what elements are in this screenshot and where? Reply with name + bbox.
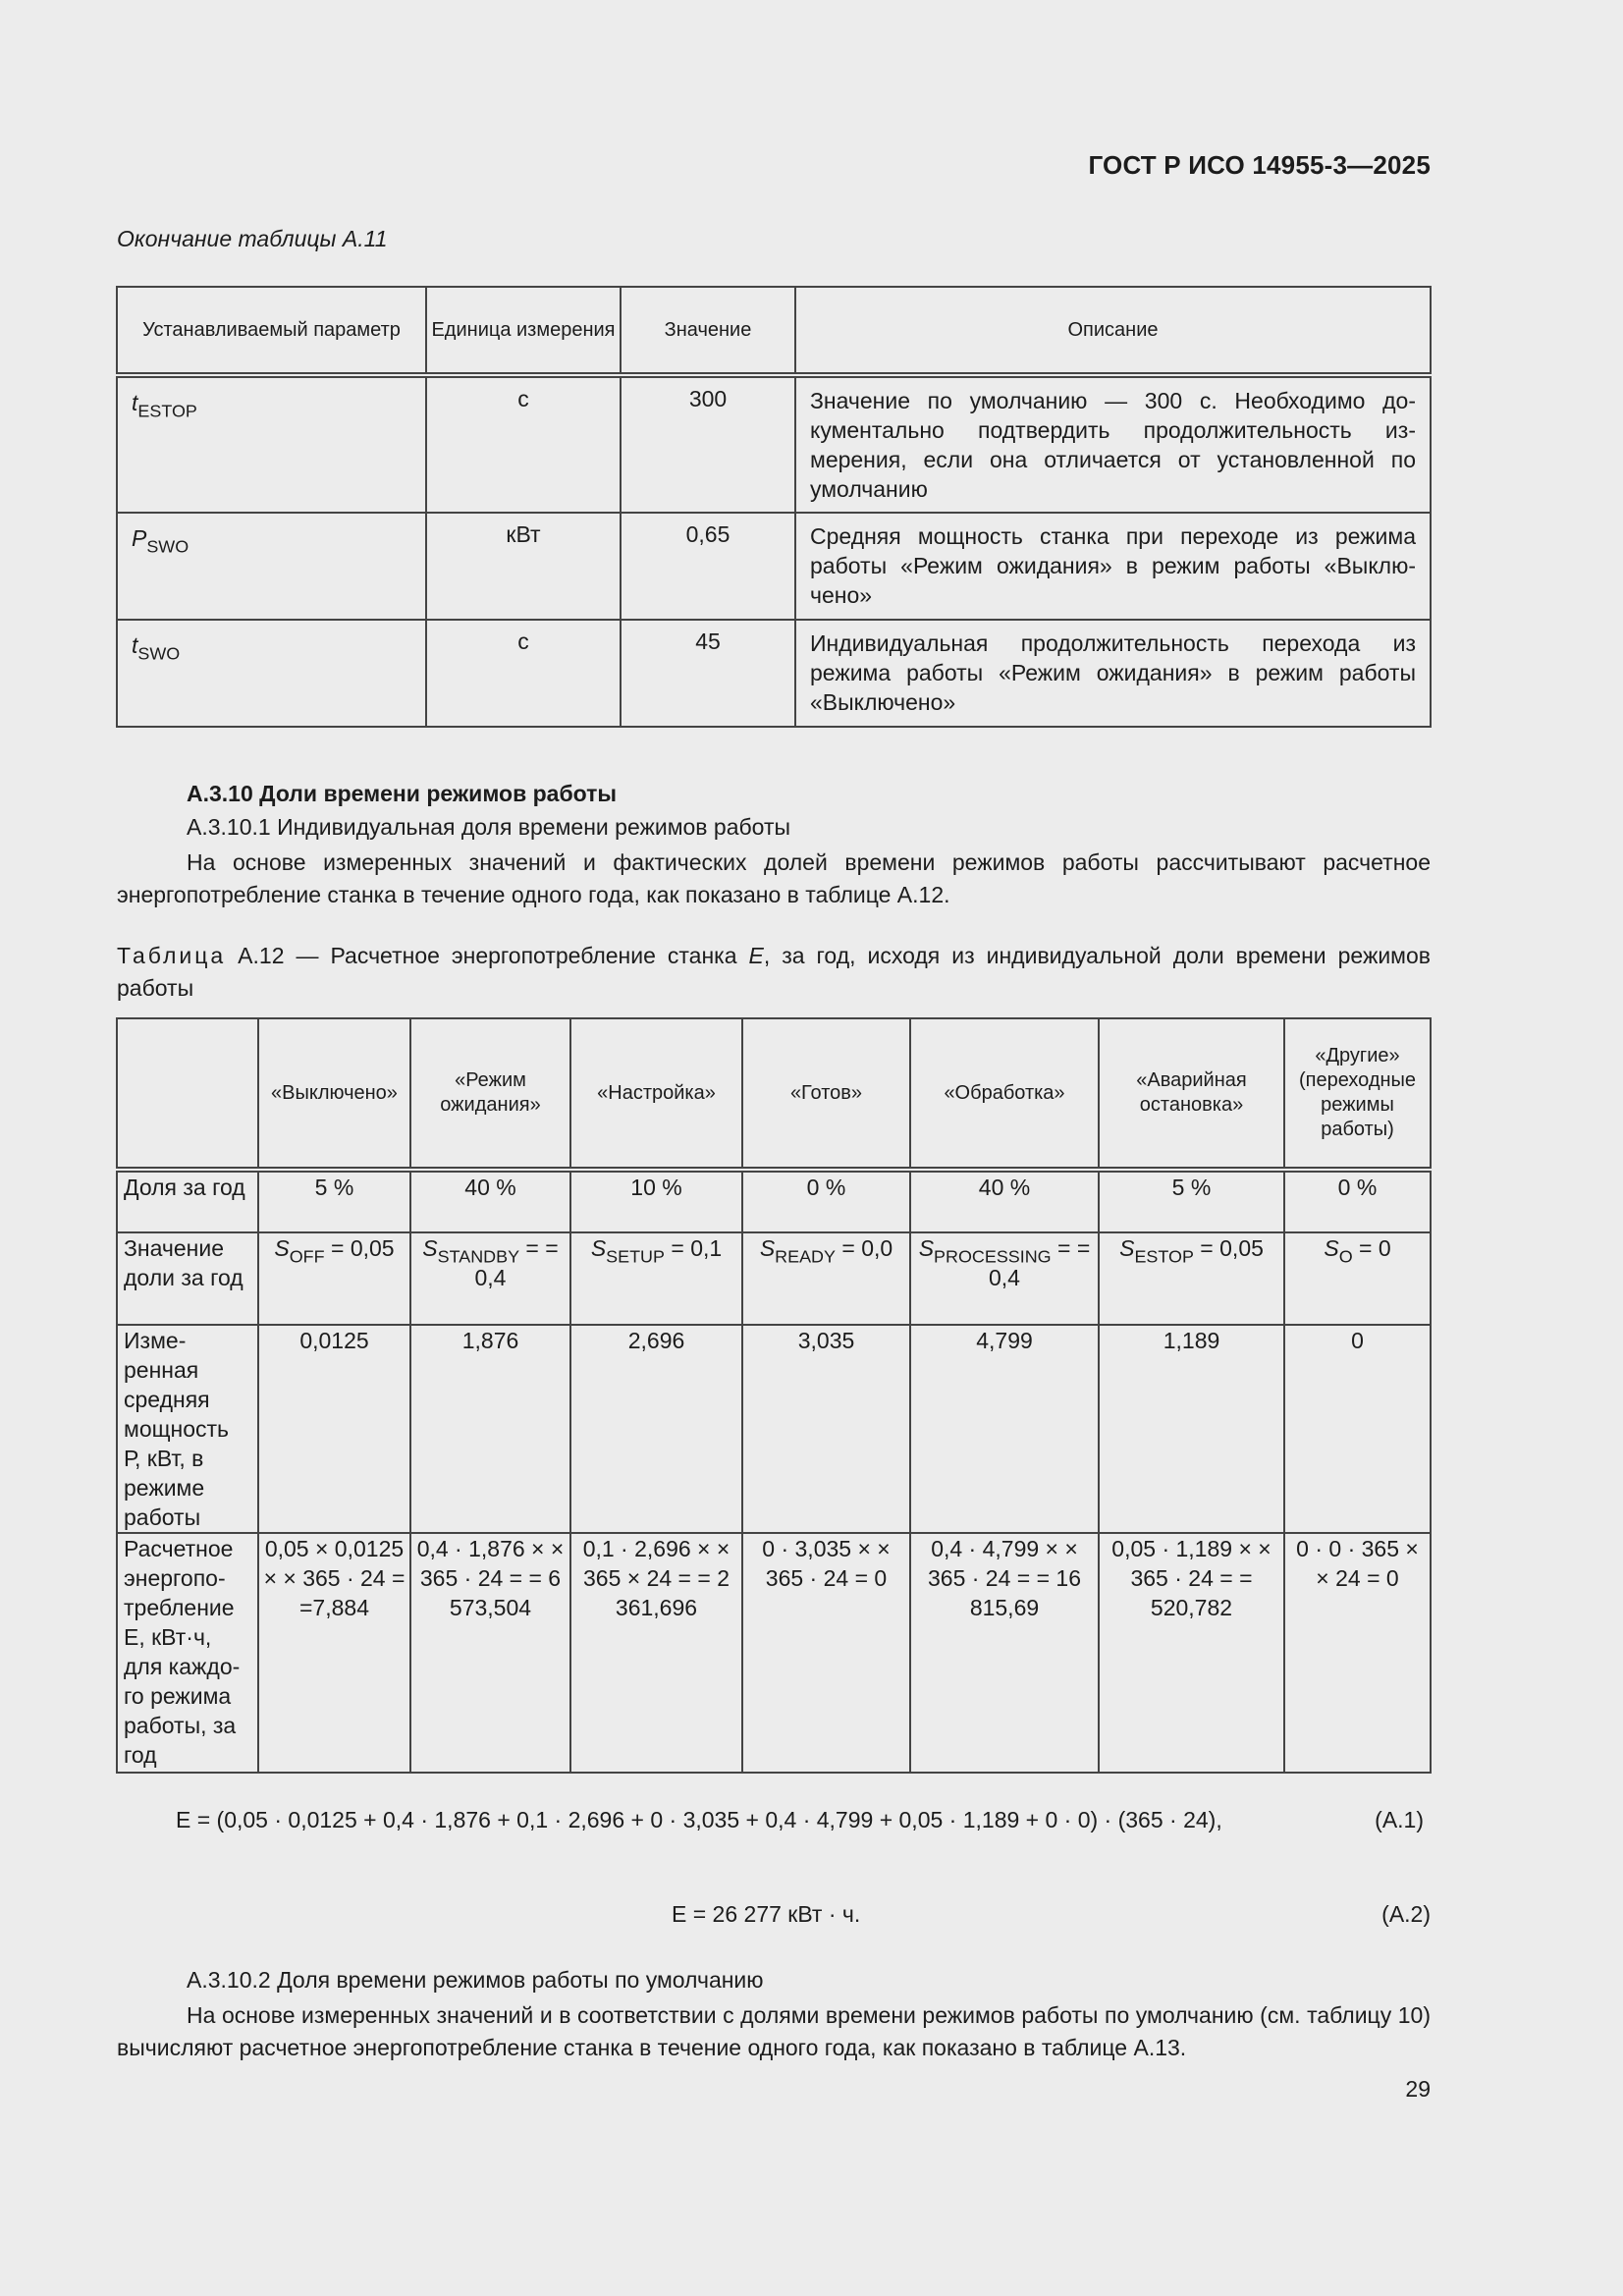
table-row bbox=[117, 620, 1431, 727]
table-row bbox=[117, 375, 1431, 513]
energy-cell: 0,05 × 0,0125 × × 365 · 24 = =7,884 bbox=[258, 1533, 410, 1773]
energy-cell: 0,4 · 4,799 × × 365 · 24 = = 16 815,69 bbox=[910, 1533, 1099, 1773]
energy-cell: 0,1 · 2,696 × × 365 × 24 = = 2 361,696 bbox=[570, 1533, 742, 1773]
description-cell: Средняя мощность станка при переходе из режима работы «Режим ожидания» в режим работы «Выключено» bbox=[795, 513, 1431, 620]
share-value: = 0,0 bbox=[835, 1235, 893, 1261]
paragraph: На основе измеренных значений и фактических долей времени режимов работы рассчитывают расчетное энергопотребление станка в течение одного года, как показано в таблице А.12. bbox=[117, 849, 1431, 907]
param-symbol: t bbox=[132, 390, 138, 415]
power-cell: 1,189 bbox=[1099, 1325, 1284, 1533]
header-cell: Значение bbox=[621, 287, 795, 375]
description-cell: Значение по умолчанию — 300 с. Необходимо документально подтвердить продолжительность измерения, если она отличается от установленной по умолчанию bbox=[795, 375, 1431, 513]
share-symbol-cell bbox=[258, 1232, 410, 1325]
energy-cell: 0 · 0 · 365 × × 24 = 0 bbox=[1284, 1533, 1431, 1773]
header-cell: Устанавливаемый параметр bbox=[117, 287, 426, 375]
share-cell: 5 % bbox=[258, 1170, 410, 1232]
share-value: = 0,05 bbox=[324, 1235, 395, 1261]
table-row bbox=[117, 1232, 1431, 1325]
share-symbol: S bbox=[918, 1235, 935, 1261]
table-header-row bbox=[117, 1018, 1431, 1170]
table-caption bbox=[117, 940, 1431, 1005]
share-cell: 40 % bbox=[910, 1170, 1099, 1232]
unit-cell: с bbox=[426, 375, 621, 513]
table-a12 bbox=[116, 1017, 1432, 1774]
caption-prefix: Таблица bbox=[117, 943, 227, 968]
share-value: = = 0,4 bbox=[989, 1235, 1091, 1290]
share-symbol: S bbox=[1119, 1235, 1135, 1261]
share-subscript: READY bbox=[775, 1246, 836, 1267]
power-cell: 2,696 bbox=[570, 1325, 742, 1533]
share-subscript: STANDBY bbox=[437, 1246, 520, 1267]
power-cell: 0 bbox=[1284, 1325, 1431, 1533]
table-continuation-label: Окончание таблицы А.11 bbox=[117, 226, 388, 251]
share-cell: 5 % bbox=[1099, 1170, 1284, 1232]
energy-cell: 0,05 · 1,189 × × 365 · 24 = = 520,782 bbox=[1099, 1533, 1284, 1773]
formula-a1-number: (А.1) bbox=[1375, 1807, 1424, 1832]
unit-cell: кВт bbox=[426, 513, 621, 620]
header-cell: «Режим ожидания» bbox=[410, 1018, 570, 1170]
share-subscript: PROCESSING bbox=[934, 1246, 1052, 1267]
share-cell: 10 % bbox=[570, 1170, 742, 1232]
header-cell: «Готов» bbox=[742, 1018, 910, 1170]
value-cell: 300 bbox=[621, 375, 795, 513]
header-cell: «Другие» (переходные режимы работы) bbox=[1284, 1018, 1431, 1170]
share-symbol: S bbox=[422, 1235, 438, 1261]
header-cell: «Аварийная остановка» bbox=[1099, 1018, 1284, 1170]
param-cell bbox=[117, 620, 426, 727]
value-cell: 45 bbox=[621, 620, 795, 727]
document-header: ГОСТ Р ИСО 14955-3—2025 bbox=[1088, 150, 1431, 180]
param-symbol: P bbox=[132, 525, 147, 551]
param-cell bbox=[117, 375, 426, 513]
row-label: Значение доли за год bbox=[117, 1232, 258, 1325]
subsection-heading: А.3.10.2 Доля времени режимов работы по умолчанию bbox=[187, 1967, 764, 1993]
header-cell: «Обработка» bbox=[910, 1018, 1099, 1170]
share-subscript: SETUP bbox=[606, 1246, 665, 1267]
header-cell: «Настройка» bbox=[570, 1018, 742, 1170]
table-row bbox=[117, 1170, 1431, 1232]
table-row bbox=[117, 513, 1431, 620]
param-symbol: t bbox=[132, 632, 138, 658]
energy-cell: 0,4 · 1,876 × × 365 · 24 = = 6 573,504 bbox=[410, 1533, 570, 1773]
power-cell: 3,035 bbox=[742, 1325, 910, 1533]
page-number: 29 bbox=[1405, 2076, 1431, 2102]
power-cell: 4,799 bbox=[910, 1325, 1099, 1533]
subsection-heading: А.3.10.1 Индивидуальная доля времени режимов работы bbox=[187, 814, 791, 840]
share-symbol-cell bbox=[1099, 1232, 1284, 1325]
share-symbol-cell bbox=[742, 1232, 910, 1325]
share-subscript: OFF bbox=[289, 1246, 325, 1267]
section-heading: А.3.10 Доли времени режимов работы bbox=[187, 781, 618, 806]
table-row bbox=[117, 1325, 1431, 1533]
share-value: = 0 bbox=[1352, 1235, 1391, 1261]
power-cell: 0,0125 bbox=[258, 1325, 410, 1533]
share-symbol-cell bbox=[1284, 1232, 1431, 1325]
share-symbol: S bbox=[590, 1235, 607, 1261]
header-cell-empty bbox=[117, 1018, 258, 1170]
share-symbol-cell bbox=[570, 1232, 742, 1325]
row-label: Доля за год bbox=[117, 1170, 258, 1232]
table-a11 bbox=[116, 286, 1432, 728]
paragraph: На основе измеренных значений и в соответствии с долями времени режимов работы по умолчанию (см. таблицу 10) вычисляют расчетное энергопотребление станка в течение одного года, как показано в таблице А.13. bbox=[117, 2002, 1431, 2060]
share-value: = 0,05 bbox=[1193, 1235, 1264, 1261]
description-cell: Индивидуальная продолжительность перехода из режима работы «Режим ожидания» в режим работы «Выключено» bbox=[795, 620, 1431, 727]
header-cell: «Выключено» bbox=[258, 1018, 410, 1170]
header-cell: Описание bbox=[795, 287, 1431, 375]
share-symbol-cell bbox=[910, 1232, 1099, 1325]
share-symbol-cell bbox=[410, 1232, 570, 1325]
share-subscript: O bbox=[1338, 1246, 1353, 1267]
formula-a2-number: (А.2) bbox=[1381, 1901, 1431, 1927]
unit-cell: с bbox=[426, 620, 621, 727]
share-cell: 0 % bbox=[1284, 1170, 1431, 1232]
param-subscript: SWO bbox=[137, 643, 181, 664]
share-value: = 0,1 bbox=[664, 1235, 723, 1261]
share-symbol: S bbox=[274, 1235, 290, 1261]
caption-text: А.12 — Расчетное энергопотребление станка bbox=[226, 943, 749, 968]
formula-a1: E = (0,05 · 0,0125 + 0,4 · 1,876 + 0,1 · 2,696 + 0 · 3,035 + 0,4 · 4,799 + 0,05 · 1,189 + 0 · 0) · (365 · 24), bbox=[176, 1807, 1222, 1832]
share-subscript: ESTOP bbox=[1134, 1246, 1194, 1267]
formula-a2: E = 26 277 кВт · ч. bbox=[672, 1901, 861, 1927]
share-cell: 0 % bbox=[742, 1170, 910, 1232]
row-label: Измеренная средняя мощность Р, кВт, в режиме работы bbox=[117, 1325, 258, 1533]
power-cell: 1,876 bbox=[410, 1325, 570, 1533]
share-cell: 40 % bbox=[410, 1170, 570, 1232]
share-symbol: S bbox=[759, 1235, 776, 1261]
value-cell: 0,65 bbox=[621, 513, 795, 620]
energy-cell: 0 · 3,035 × × 365 · 24 = 0 bbox=[742, 1533, 910, 1773]
share-value: = = 0,4 bbox=[474, 1235, 559, 1290]
caption-text: , за год, исходя из индивидуальной доли времени режимов работы bbox=[117, 943, 1431, 1001]
share-symbol: S bbox=[1324, 1235, 1339, 1261]
param-subscript: ESTOP bbox=[137, 401, 197, 421]
param-cell bbox=[117, 513, 426, 620]
table-row bbox=[117, 1533, 1431, 1773]
param-subscript: SWO bbox=[146, 536, 189, 557]
caption-symbol: E bbox=[748, 943, 764, 968]
row-label: Расчетное энергопотребление Е, кВт·ч, для каждого режима работы, за год bbox=[117, 1533, 258, 1773]
table-header-row bbox=[117, 287, 1431, 375]
header-cell: Единица измерения bbox=[426, 287, 621, 375]
